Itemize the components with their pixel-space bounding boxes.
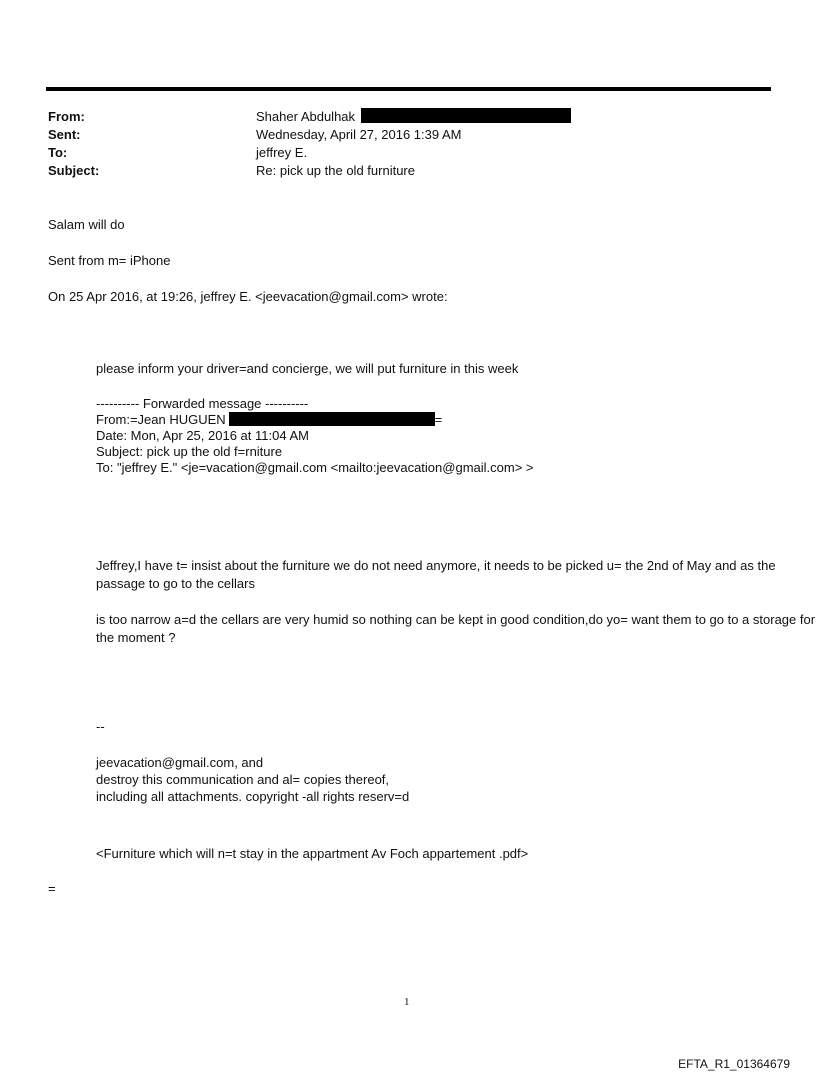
forwarded-header: ---------- Forwarded message ---------- bbox=[96, 396, 309, 411]
to-value: jeffrey E. bbox=[256, 145, 308, 160]
disclaimer-block bbox=[96, 754, 409, 805]
forwarded-from-tail: = bbox=[434, 412, 443, 427]
subject-label: Subject: bbox=[48, 163, 100, 178]
trailing-equals: = bbox=[48, 881, 56, 896]
message-paragraph-2: is too narrow a=d the cellars are very humid so nothing can be kept in good condition,do yo= want them to go to a storage for the moment ? bbox=[96, 612, 816, 645]
from-value bbox=[256, 108, 768, 126]
redaction-box bbox=[361, 108, 571, 123]
forwarded-date: Date: Mon, Apr 25, 2016 at 11:04 AM bbox=[96, 428, 309, 443]
to-label: To: bbox=[48, 145, 68, 160]
from-name: Shaher Abdulhak bbox=[256, 109, 356, 124]
sent-value: Wednesday, April 27, 2016 1:39 AM bbox=[256, 127, 462, 142]
signature-dash: -- bbox=[96, 719, 105, 734]
forwarded-subject: Subject: pick up the old f=rniture bbox=[96, 444, 283, 459]
quote-attribution: On 25 Apr 2016, at 19:26, jeffrey E. <jeevacation@gmail.com> wrote: bbox=[48, 289, 448, 304]
disclaimer-line-2: destroy this communication and al= copies thereof, bbox=[96, 772, 390, 787]
sent-row bbox=[48, 126, 768, 144]
to-row bbox=[48, 144, 768, 162]
sent-label: Sent: bbox=[48, 127, 81, 142]
forwarded-to: To: "jeffrey E." <je=vacation@gmail.com <mailto:jeevacation@gmail.com> > bbox=[96, 460, 534, 475]
inform-text: please inform your driver=and concierge, we will put furniture in this week bbox=[96, 361, 519, 376]
page-number: 1 bbox=[404, 996, 410, 1008]
bates-number: EFTA_R1_01364679 bbox=[678, 1057, 790, 1071]
email-header bbox=[48, 108, 768, 180]
forwarded-from bbox=[96, 412, 534, 428]
subject-row bbox=[48, 162, 768, 180]
redaction-box bbox=[229, 412, 435, 426]
message-paragraph-1: Jeffrey,I have t= insist about the furniture we do not need anymore, it needs to be picked u= the 2nd of May and as the passage to go to the cellars bbox=[96, 558, 776, 591]
sent-from-signature: Sent from m= iPhone bbox=[48, 253, 171, 268]
forwarded-from-text: From:=Jean HUGUEN bbox=[96, 412, 226, 427]
header-rule bbox=[46, 87, 771, 91]
attachment-name: <Furniture which will n=t stay in the appartment Av Foch appartement .pdf> bbox=[96, 846, 529, 861]
forwarded-block bbox=[96, 396, 534, 476]
from-row bbox=[48, 108, 768, 126]
disclaimer-line-1: jeevacation@gmail.com, and bbox=[96, 755, 264, 770]
from-label: From: bbox=[48, 109, 85, 124]
subject-value: Re: pick up the old furniture bbox=[256, 163, 415, 178]
reply-text: Salam will do bbox=[48, 217, 125, 232]
disclaimer-line-3: including all attachments. copyright -all rights reserv=d bbox=[96, 789, 410, 804]
